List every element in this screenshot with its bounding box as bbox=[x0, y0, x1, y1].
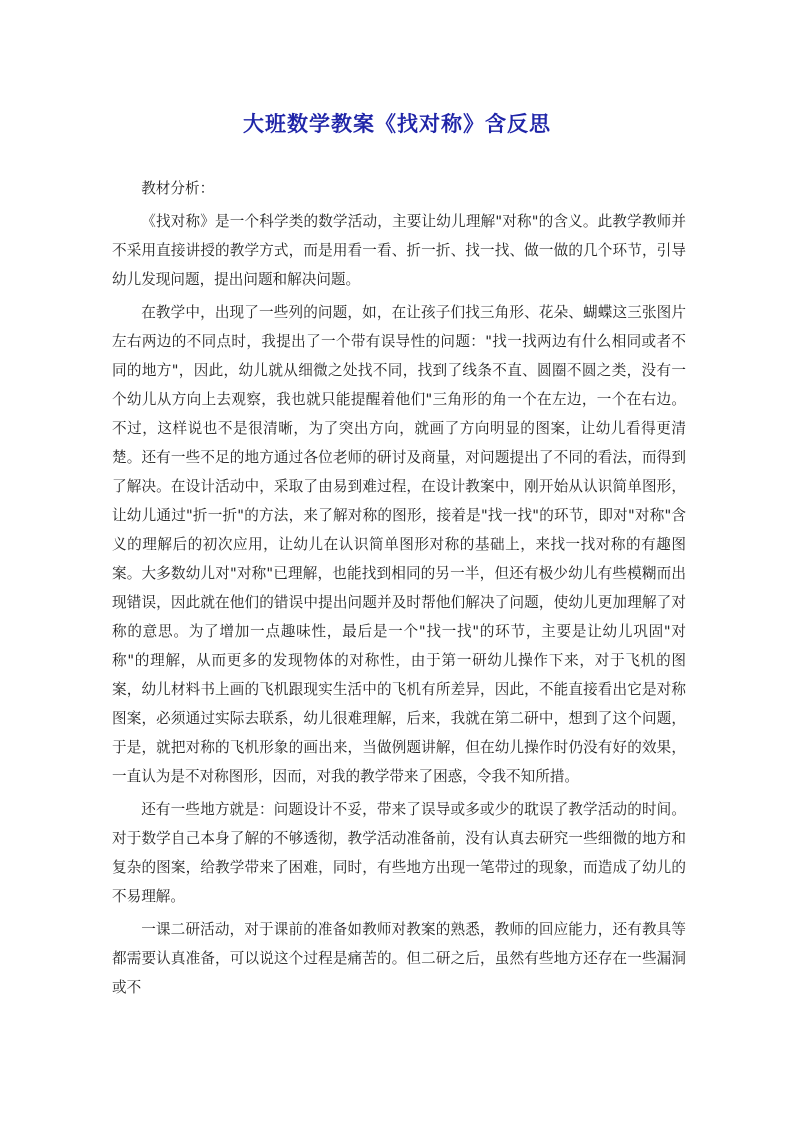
paragraph: 还有一些地方就是：问题设计不妥，带来了误导或多或少的耽误了教学活动的时间。对于数学自己本身了解的不够透彻，教学活动准备前，没有认真去研究一些细微的地方和复杂的图案，给教学带来了困难，同时，有些地方出现一笔带过的现象，而造成了幼儿的不易理解。 bbox=[112, 801, 686, 905]
paragraph: 一课二研活动，对于课前的准备如教师对教案的熟悉，教师的回应能力，还有教具等都需要认真准备，可以说这个过程是痛苦的。但二研之后，虽然有些地方还存在一些漏洞或不 bbox=[112, 921, 686, 996]
section-heading: 教材分析： bbox=[141, 180, 215, 197]
paragraph: 在教学中，出现了一些列的问题，如，在让孩子们找三角形、花朵、蝴蝶这三张图片左右两边的不同点时，我提出了一个带有误导性的问题："找一找两边有什么相同或者不同的地方"，因此，幼儿就从细微之处找不同，找到了线条不直、圆圈不圆之类，没有一个幼儿从方向上去观察，我也就只能提醒着他们"三角形的角一个在左边，一个在右边。不过，这样说也不是很清晰，为了突出方向，就画了方向明显的图案，让幼儿看得更清楚。还有一些不足的地方通过各位老师的研讨及商量，对问题提出了不同的看法，而得到了解决。在设计活动中，采取了由易到难过程，在设计教案中，刚开始从认识简单图形，让幼儿通过"折一折"的方法，来了解对称的图形，接着是"找一找"的环节，即对"对称"含义的理解后的初次应用，让幼儿在认识简单图形对称的基础上，来找一找对称的有趣图案。大多数幼儿对"对称"已理解，也能找到相同的另一半，但还有极少幼儿有些模糊而出现错误，因此就在他们的错误中提出问题并及时帮他们解决了问题，使幼儿更加理解了对称的意思。为了增加一点趣味性，最后是一个"找一找"的环节，主要是让幼儿巩固"对称"的理解，从而更多的发现物体的对称性，由于第一研幼儿操作下来，对于飞机的图案，幼儿材料书上画的飞机跟现实生活中的飞机有所差异，因此，不能直接看出它是对称图案，必须通过实际去联系，幼儿很难理解，后来，我就在第二研中，想到了这个问题，于是，就把对称的飞机形象的画出来，当做例题讲解，但在幼儿操作时仍没有好的效果，一直认为是不对称图形，因而，对我的教学带来了困惑，令我不知所措。 bbox=[112, 304, 686, 785]
document-title: 大班数学教案《找对称》含反思 bbox=[243, 111, 551, 136]
paragraph: 《找对称》是一个科学类的数学活动，主要让幼儿理解"对称"的含义。此教学教师并不采用直接讲授的教学方式，而是用看一看、折一折、找一找、做一做的几个环节，引导幼儿发现问题，提出问题和解决问题。 bbox=[112, 213, 686, 288]
document-body bbox=[112, 174, 686, 1006]
